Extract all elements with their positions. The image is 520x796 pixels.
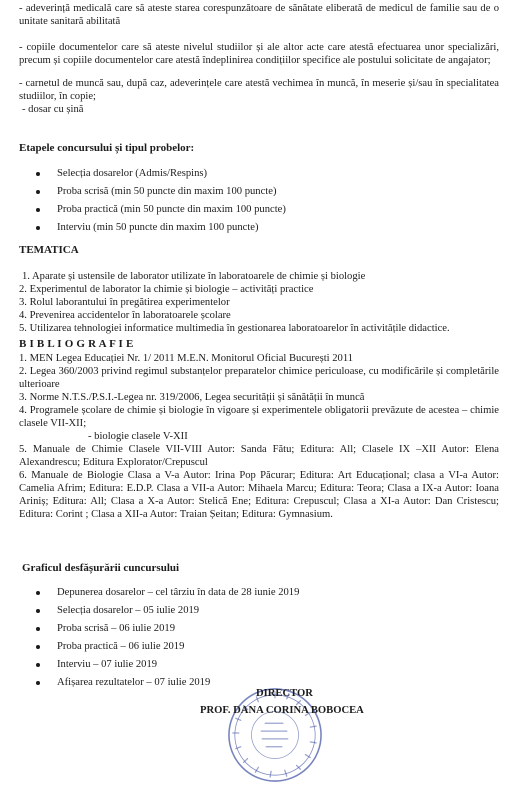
- bibliografie-item: 4. Programele școlare de chimie și biologie în vigoare și experimentele obligatorii prevăzute de acestea – chimie clasele VII-XII;: [19, 405, 499, 429]
- bullet-icon: [36, 172, 40, 176]
- grafic-item: Depunerea dosarelor – cel târziu în data de 28 iunie 2019: [36, 587, 476, 600]
- etape-item: Proba scrisă (min 50 puncte din maxim 100 puncte): [36, 186, 476, 199]
- etape-item: Selecția dosarelor (Admis/Respins): [36, 168, 476, 181]
- grafic-item: Proba practică – 06 iulie 2019: [36, 641, 476, 654]
- bullet-icon: [36, 663, 40, 667]
- bullet-icon: [36, 208, 40, 212]
- bullet-icon: [36, 627, 40, 631]
- bibliografie-item: 5. Manuale de Chimie Clasele VII-VIII Autor: Sanda Fătu; Editura: All; Clasele IX –XII Autor: Elena Alexandrescu; Editura Explorator/Crepuscul: [19, 444, 499, 468]
- grafic-item: Proba scrisă – 06 iulie 2019: [36, 623, 476, 636]
- tematica-item: 2. Experimentul de laborator la chimie și biologie – activități practice: [19, 284, 314, 295]
- signature-title: DIRECTOR: [256, 688, 313, 699]
- bibliografie-subitem: - biologie clasele V-XII: [88, 431, 188, 442]
- etape-item: Interviu (min 50 puncte din maxim 100 puncte): [36, 222, 476, 235]
- grafic-item: Selecția dosarelor – 05 iulie 2019: [36, 605, 476, 618]
- bullet-icon: [36, 190, 40, 194]
- doc-item-carnet: - carnetul de muncă sau, după caz, adeverințele care atestă vechimea în muncă, în meserie și/sau în specialitatea studiilor, în copie;: [19, 78, 499, 102]
- bullet-icon: [36, 609, 40, 613]
- grafic-heading: Graficul desfășurării cuncursului: [22, 562, 180, 574]
- bullet-icon: [36, 645, 40, 649]
- tematica-item: 4. Prevenirea accidentelor în laboratoarele școlare: [19, 310, 231, 321]
- signature-name: PROF. DANA CORINA BOBOCEA: [200, 705, 364, 716]
- bibliografie-item: 3. Norme N.T.S./P.S.I.-Legea nr. 319/2006, Legea securității și sănătății în muncă: [19, 392, 365, 403]
- grafic-item: Afișarea rezultatelor – 07 iulie 2019: [36, 677, 476, 690]
- bibliografie-item: 6. Manuale de Biologie Clasa a V-a Autor: Irina Pop Păcurar; Editura: Art Educațional; clasa a VI-a Autor: Camelia Afrim; Editura: E.D.P. Clasa a VII-a Autor: Mihaela Marcu; Editura: Teora; Clasa a IX-a Autor: Ioana Ariniș; Editura: All; Clasa a X-a Autor: Stelică Ene; Editura: Crepuscul; Clasa a XI-a Autor: Dan Cristescu; Editura: Corint ; Clasa a XII-a Autor: Traian Șeitan; Editura: Gymnasium.: [19, 470, 499, 520]
- tematica-heading: TEMATICA: [19, 244, 79, 256]
- tematica-item: 1. Aparate și ustensile de laborator utilizate în laboratoarele de chimie și biologie: [22, 271, 366, 282]
- doc-item-dosar: - dosar cu șină: [22, 104, 84, 115]
- doc-item-studii: - copiile documentelor care să ateste nivelul studiilor și ale altor acte care atestă efectuarea unor specializări, precum și copiile documentelor care atestă îndeplinirea condițiilor specifice ale postului solicitate de angajator;: [19, 42, 499, 66]
- tematica-item: 5. Utilizarea tehnologiei informatice multimedia în gestionarea laboratoarelor în activitățile didactice.: [19, 323, 450, 334]
- stamp-seal-icon: [226, 686, 324, 784]
- bibliografie-item: 2. Legea 360/2003 privind regimul substanțelor preparatelor chimice periculoase, cu modificările și completările ulterioare: [19, 366, 499, 390]
- grafic-item: Interviu – 07 iulie 2019: [36, 659, 476, 672]
- bullet-icon: [36, 681, 40, 685]
- doc-item-medical: - adeverință medicală care să ateste starea corespunzătoare de sănătate eliberată de medicul de familie sau de o unitate sanitară abilitată: [19, 3, 499, 27]
- bullet-icon: [36, 591, 40, 595]
- etape-heading: Etapele concursului și tipul probelor:: [19, 142, 195, 154]
- etape-item: Proba practică (min 50 puncte din maxim 100 puncte): [36, 204, 476, 217]
- bibliografie-heading: B I B L I O G R A F I E: [19, 338, 134, 350]
- bibliografie-item: 1. MEN Legea Educației Nr. 1/ 2011 M.E.N. Monitorul Oficial București 2011: [19, 353, 354, 364]
- bullet-icon: [36, 226, 40, 230]
- tematica-item: 3. Rolul laborantului în pregătirea experimentelor: [19, 297, 230, 308]
